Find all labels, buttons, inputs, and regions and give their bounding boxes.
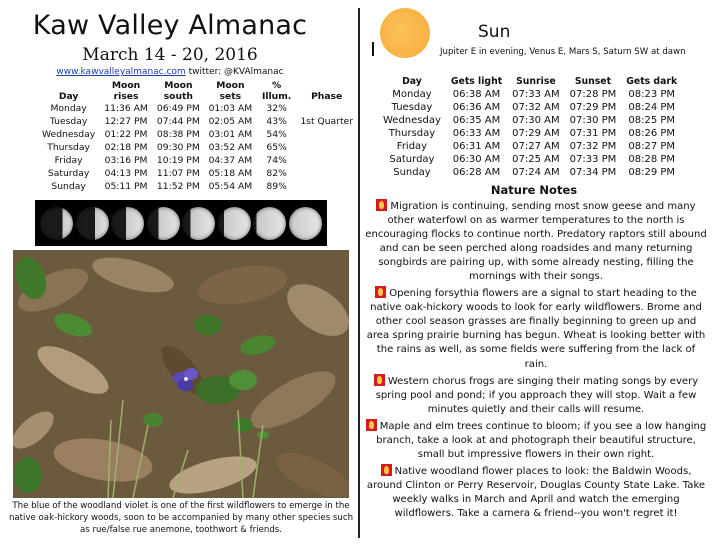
fire-icon bbox=[376, 199, 387, 211]
moon-cell-set: 04:37 AM bbox=[208, 155, 253, 166]
moon-phase-icon bbox=[253, 207, 286, 240]
moon-cell-day: Sunday bbox=[51, 181, 86, 192]
moon-cell-rise: 02:18 PM bbox=[104, 142, 148, 153]
fire-icon bbox=[366, 419, 377, 431]
sun-col-day: Day bbox=[402, 76, 422, 87]
forest-floor-image bbox=[13, 250, 349, 498]
violet-photo bbox=[13, 250, 349, 498]
moon-table bbox=[38, 80, 357, 193]
moon-cell-day: Tuesday bbox=[49, 116, 88, 127]
sun-cell-day: Tuesday bbox=[391, 102, 433, 113]
twitter-handle: twitter: @KVAlmanac bbox=[188, 67, 284, 77]
right-column bbox=[362, 0, 714, 545]
moon-cell-rise: 03:16 PM bbox=[104, 155, 148, 166]
sun-cell-set: 07:31 PM bbox=[569, 128, 617, 139]
moon-cell-set: 05:54 AM bbox=[208, 181, 253, 192]
table-row bbox=[38, 180, 357, 193]
moon-cell-illum: 82% bbox=[266, 168, 287, 179]
planets-text: Jupiter E in evening, Venus E, Mars S, Saturn SW at dawn bbox=[440, 47, 686, 57]
moon-cell-illum: 89% bbox=[266, 181, 287, 192]
moon-phase-icon bbox=[40, 207, 73, 240]
nature-note bbox=[365, 374, 707, 417]
sun-cell-rise: 07:32 AM bbox=[512, 102, 560, 113]
sun-cell-dark: 08:28 PM bbox=[628, 154, 676, 165]
sun-label: Sun bbox=[478, 22, 511, 42]
nature-note bbox=[365, 464, 707, 521]
moon-cell-day: Friday bbox=[54, 155, 83, 166]
text-cursor-mark bbox=[372, 42, 374, 56]
sun-icon bbox=[380, 8, 430, 58]
moon-cell-south: 06:49 PM bbox=[156, 103, 200, 114]
moon-col-south-bottom: south bbox=[163, 91, 193, 102]
moon-cell-rise: 05:11 PM bbox=[104, 181, 148, 192]
moon-phase-icon bbox=[111, 207, 144, 240]
moon-phase-icon bbox=[289, 207, 322, 240]
moon-phase-icon bbox=[218, 207, 251, 240]
table-row bbox=[38, 154, 357, 167]
sun-cell-day: Saturday bbox=[389, 154, 435, 165]
sun-col-dark: Gets dark bbox=[626, 76, 678, 87]
moon-cell-set: 03:52 AM bbox=[208, 142, 253, 153]
sun-cell-day: Friday bbox=[396, 141, 428, 152]
moon-cell-rise: 04:13 PM bbox=[104, 168, 148, 179]
sun-cell-dark: 08:25 PM bbox=[628, 115, 676, 126]
moon-cell-set: 03:01 AM bbox=[208, 129, 253, 140]
sun-table bbox=[378, 76, 682, 179]
moon-cell-south: 08:38 PM bbox=[156, 129, 200, 140]
moon-cell-south: 11:07 PM bbox=[156, 168, 200, 179]
sun-cell-light: 06:31 AM bbox=[452, 141, 501, 152]
column-divider bbox=[358, 8, 360, 538]
moon-table-body bbox=[38, 102, 357, 193]
table-row bbox=[378, 114, 682, 127]
moon-cell-set: 01:03 AM bbox=[208, 103, 253, 114]
moon-cell-illum: 43% bbox=[266, 116, 287, 127]
moon-cell-rise: 01:22 PM bbox=[104, 129, 148, 140]
fire-icon bbox=[375, 286, 386, 298]
moon-cell-illum: 65% bbox=[266, 142, 287, 153]
sun-cell-dark: 08:24 PM bbox=[628, 102, 676, 113]
table-row bbox=[38, 141, 357, 154]
sun-cell-day: Thursday bbox=[388, 128, 436, 139]
moon-col-rises: Moon rises bbox=[111, 80, 141, 102]
sun-col-rise: Sunrise bbox=[516, 76, 556, 87]
moon-cell-day: Thursday bbox=[47, 142, 90, 153]
sun-cell-set: 07:28 PM bbox=[569, 89, 617, 100]
sun-cell-set: 07:29 PM bbox=[569, 102, 617, 113]
sun-cell-rise: 07:27 AM bbox=[512, 141, 560, 152]
moon-col-day: Day bbox=[58, 91, 79, 102]
moon-phase-icon bbox=[76, 207, 109, 240]
sun-cell-dark: 08:27 PM bbox=[628, 141, 676, 152]
nature-note bbox=[365, 286, 707, 371]
table-row bbox=[38, 115, 357, 128]
table-row bbox=[378, 88, 682, 101]
moon-col-illum: % Illum. bbox=[261, 80, 292, 102]
sun-cell-rise: 07:24 AM bbox=[512, 167, 560, 178]
nature-note-text: Western chorus frogs are singing their mating songs by every spring pool and pond; if you approach they will stop. Wait a few minutes quietly and their calls will resume. bbox=[375, 375, 699, 415]
sun-cell-rise: 07:30 AM bbox=[512, 115, 560, 126]
nature-notes-title: Nature Notes bbox=[490, 183, 578, 197]
table-row bbox=[38, 102, 357, 115]
nature-notes-list bbox=[365, 199, 707, 523]
sun-cell-set: 07:34 PM bbox=[569, 167, 617, 178]
nature-note-text: Migration is continuing, sending most snow geese and many other waterfowl on as warmer temperatures to the north is encouraging flocks to continue north. Predatory raptors still abound and can be seen perched along roadsides and many returning songbirds are pairing up, with some already nesting, filling the mornings with their songs. bbox=[365, 201, 707, 283]
sun-cell-light: 06:36 AM bbox=[452, 102, 501, 113]
sun-cell-rise: 07:25 AM bbox=[512, 154, 560, 165]
sun-col-light: Gets light bbox=[450, 76, 503, 87]
table-row bbox=[378, 127, 682, 140]
moon-cell-phase bbox=[296, 154, 357, 167]
moon-cell-illum: 54% bbox=[266, 129, 287, 140]
links-line bbox=[0, 67, 340, 77]
moon-cell-day: Saturday bbox=[47, 168, 90, 179]
moon-cell-set: 02:05 AM bbox=[208, 116, 253, 127]
sun-cell-set: 07:30 PM bbox=[569, 115, 617, 126]
date-range: March 14 - 20, 2016 bbox=[82, 45, 258, 65]
sun-cell-day: Sunday bbox=[393, 167, 431, 178]
moon-col-phase: Phase bbox=[311, 91, 343, 102]
moon-col-sets: Moon sets bbox=[216, 80, 245, 102]
moon-cell-rise: 12:27 PM bbox=[104, 116, 148, 127]
moon-cell-illum: 32% bbox=[266, 103, 287, 114]
sun-cell-rise: 07:29 AM bbox=[512, 128, 560, 139]
table-row bbox=[38, 167, 357, 180]
sun-cell-dark: 08:26 PM bbox=[628, 128, 676, 139]
sun-cell-light: 06:38 AM bbox=[452, 89, 501, 100]
moon-cell-rise: 11:36 AM bbox=[104, 103, 148, 114]
sun-table-body bbox=[378, 88, 682, 179]
moon-phase-icon bbox=[182, 207, 215, 240]
table-row bbox=[378, 153, 682, 166]
moon-cell-phase bbox=[296, 167, 357, 180]
fire-icon bbox=[374, 374, 385, 386]
fire-icon bbox=[381, 464, 392, 476]
sun-cell-light: 06:33 AM bbox=[452, 128, 501, 139]
table-row bbox=[38, 128, 357, 141]
page-title: Kaw Valley Almanac bbox=[32, 10, 308, 41]
moon-phase-icon bbox=[147, 207, 180, 240]
nature-note bbox=[365, 199, 707, 284]
moon-cell-south: 07:44 PM bbox=[156, 116, 200, 127]
sun-cell-day: Wednesday bbox=[383, 115, 441, 126]
sun-cell-set: 07:32 PM bbox=[569, 141, 617, 152]
nature-note-text: Maple and elm trees continue to bloom; if you see a low hanging branch, take a look at and photograph their beautiful structure, small but impressive flowers in their own right. bbox=[376, 420, 707, 460]
moon-cell-illum: 74% bbox=[266, 155, 287, 166]
moon-cell-day: Wednesday bbox=[42, 129, 96, 140]
nature-note-text: Opening forsythia flowers are a signal to start heading to the native oak-hickory woods to look for early wildflowers. Brome and other cool season grasses are finally beginning to green up and area spring prairie burning has begun. Wheat is looking better with the rains as well, as some fields were suffering from the lack of rain. bbox=[366, 288, 706, 370]
website-link[interactable]: www.kawvalleyalmanac.com bbox=[56, 67, 186, 77]
moon-cell-phase bbox=[296, 102, 357, 115]
moon-cell-phase bbox=[296, 141, 357, 154]
moon-cell-south: 10:19 PM bbox=[156, 155, 200, 166]
sun-cell-dark: 08:23 PM bbox=[628, 89, 676, 100]
sun-cell-set: 07:33 PM bbox=[569, 154, 617, 165]
moon-cell-south: 11:52 PM bbox=[156, 181, 200, 192]
moon-cell-set: 05:18 AM bbox=[208, 168, 253, 179]
moon-cell-phase bbox=[296, 180, 357, 193]
sun-col-set: Sunset bbox=[574, 76, 612, 87]
moon-col-south-top: Moon bbox=[164, 80, 193, 91]
moon-phase-strip bbox=[35, 200, 327, 246]
moon-cell-phase: 1st Quarter bbox=[300, 116, 353, 127]
moon-col-south bbox=[153, 80, 204, 102]
photo-caption: The blue of the woodland violet is one of the first wildflowers to emerge in the native oak-hickory woods, soon to be accompanied by many other species such as rue/false rue anemone, toothwort & friends. bbox=[8, 501, 354, 535]
nature-note bbox=[365, 419, 707, 462]
table-row bbox=[378, 166, 682, 179]
table-row bbox=[378, 140, 682, 153]
sun-cell-day: Monday bbox=[392, 89, 432, 100]
sun-cell-light: 06:30 AM bbox=[452, 154, 501, 165]
sun-cell-light: 06:35 AM bbox=[452, 115, 501, 126]
moon-cell-south: 09:30 PM bbox=[156, 142, 200, 153]
table-row bbox=[378, 101, 682, 114]
sun-cell-light: 06:28 AM bbox=[452, 167, 501, 178]
sun-cell-rise: 07:33 AM bbox=[512, 89, 560, 100]
moon-cell-day: Monday bbox=[50, 103, 87, 114]
moon-cell-phase bbox=[296, 128, 357, 141]
nature-note-text: Native woodland flower places to look: the Baldwin Woods, around Clinton or Perry Reservoir, Douglas County State Lake. Take weekly walks in March and April and watch the emerging wildflowers. Take a camera & friend--you won't regret it! bbox=[366, 465, 706, 519]
sun-cell-dark: 08:29 PM bbox=[628, 167, 676, 178]
